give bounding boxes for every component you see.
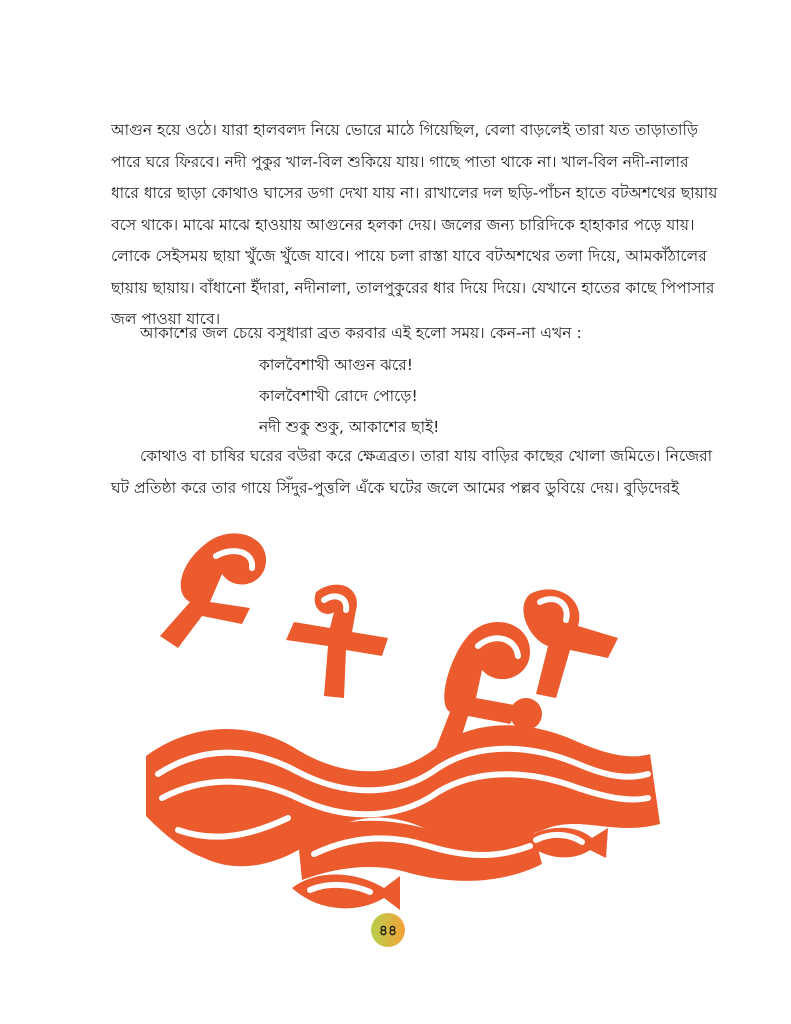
text-line: জল পাওয়া যাবে। (111, 310, 221, 328)
paragraph-2: আকাশের জল চেয়ে বসুধারা ব্রত করবার এই হলো সময়। কেন-না এখন : (140, 324, 582, 342)
verse-line: কালবৈশাখী আগুন ঝরে! (259, 356, 413, 374)
text-line: লোকে সেইসময় ছায়া খুঁজে খুঁজে যাবে। পায়ে চলা রাস্তা যাবে বটঅশথের তলা দিয়ে, আমকাঁঠালের (111, 247, 707, 265)
verse-line: নদী শুকু শুকু, আকাশের ছাই! (259, 418, 440, 436)
text-line: কোথাও বা চাষির ঘরের বউরা করে ক্ষেত্রব্রত। তারা যায় বাড়ির কাছের খোলা জমিতে। নিজেরা (140, 447, 713, 465)
text-line: ধারে ধারে ছাড়া কোথাও ঘাসের ডগা দেখা যায় না। রাখালের দল ছড়ি-পাঁচন হাতে বটঅশথের ছায়ায় (111, 184, 718, 202)
paragraph-1 (111, 115, 718, 336)
verse (259, 350, 439, 443)
text-line: ছায়ায় ছায়ায়। বাঁধানো ইঁদারা, নদীনালা, তালপুকুরের ধার দিয়ে দিয়ে। যেখানে হাতের কাছে পিপাসার (111, 278, 715, 297)
text-line: বসে থাকে। মাঝে মাঝে হাওয়ায় আগুনের হলকা দেয়। জলের জন্য চারিদিকে হাহাকার পড়ে যায়। (111, 215, 695, 234)
page-number: ৪৪ (378, 923, 398, 939)
pot-shape (510, 698, 542, 730)
figure-4 (523, 589, 618, 698)
alpana-illustration (138, 528, 660, 916)
text-line: আগুন হয়ে ওঠে। যারা হালবলদ নিয়ে ভোরে মাঠে গিয়েছিল, বেলা বাড়লেই তারা যত তাড়াতাড়ি (111, 121, 699, 139)
text-line: পারে ঘরে ফিরবে। নদী পুকুর খাল-বিল শুকিয়ে যায়। গাছে পাতা থাকে না। খাল-বিল নদী-নালার (111, 152, 689, 171)
verse-line: কালবৈশাখী রোদে পোড়ে! (259, 387, 418, 405)
figure-2 (286, 585, 388, 698)
page-number-badge (368, 910, 408, 950)
text-line: ঘট প্রতিষ্ঠা করে তার গায়ে সিঁদুর-পুত্তলি এঁকে ঘটের জলে আমের পল্লব ডুবিয়ে দেয়। বুড়িদেরই (111, 478, 680, 497)
figure-1 (160, 533, 266, 648)
paragraph-3 (111, 441, 713, 504)
